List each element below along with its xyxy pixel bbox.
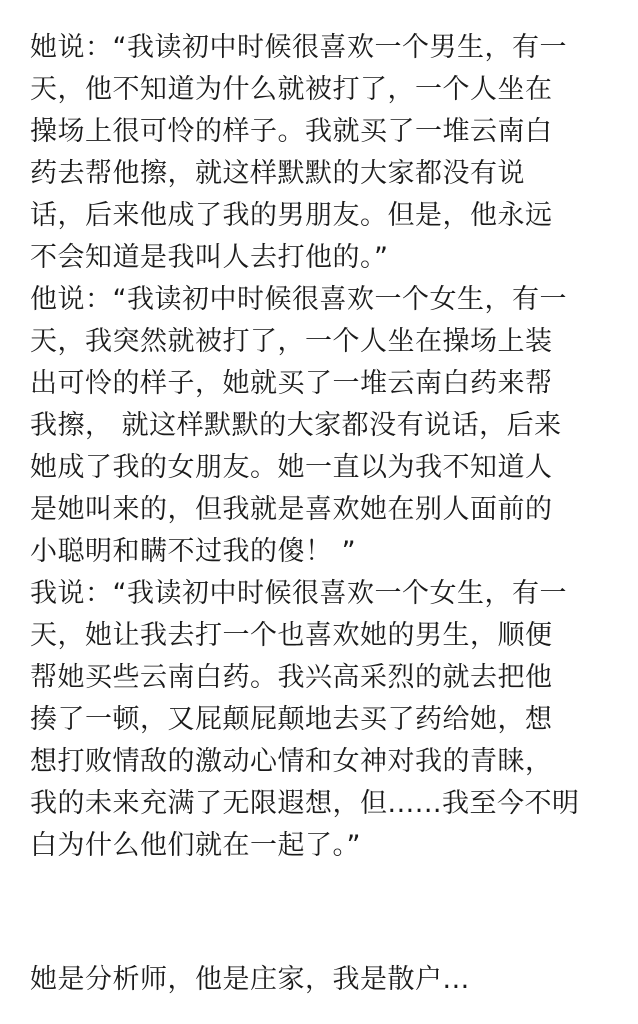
text-line: 操场上很可怜的样子。我就买了一堆云南白 [30, 116, 553, 147]
my-story-paragraph [30, 573, 620, 867]
text-line: 天，我突然就被打了，一个人坐在操场上装 [30, 326, 553, 357]
text-line: 他说：“我读初中时候很喜欢一个女生，有一 [30, 284, 567, 315]
text-line: 她成了我的女朋友。她一直以为我不知道人 [30, 452, 553, 483]
text-line: 我说：“我读初中时候很喜欢一个女生，有一 [30, 578, 567, 609]
text-line: 我的未来充满了无限遐想，但......我至今不明 [30, 788, 580, 819]
text-line: 出可怜的样子，她就买了一堆云南白药来帮 [30, 368, 553, 399]
text-line: 她是分析师，他是庄家，我是散户... [30, 964, 470, 995]
text-line: 帮她买些云南白药。我兴高采烈的就去把他 [30, 662, 553, 693]
text-line: 我擦， 就这样默默的大家都没有说话，后来 [30, 410, 562, 441]
text-line: 小聪明和瞒不过我的傻！ ” [30, 536, 357, 567]
text-line: 药去帮他擦，就这样默默的大家都没有说 [30, 158, 525, 189]
text-line: 是她叫来的，但我就是喜欢她在别人面前的 [30, 494, 553, 525]
text-line: 不会知道是我叫人去打他的。” [30, 242, 389, 273]
text-line: 天，他不知道为什么就被打了，一个人坐在 [30, 74, 553, 105]
text-line: 白为什么他们就在一起了。” [30, 830, 361, 861]
text-line: 想打败情敌的激动心情和女神对我的青睐， [30, 746, 553, 777]
text-line: 天，她让我去打一个也喜欢她的男生，顺便 [30, 620, 553, 651]
text-line: 她说：“我读初中时候很喜欢一个男生，有一 [30, 32, 567, 63]
text-line: 话，后来他成了我的男朋友。但是，他永远 [30, 200, 553, 231]
punchline-paragraph [30, 959, 620, 1001]
her-story-paragraph [30, 27, 620, 279]
text-line: 揍了一顿，又屁颠屁颠地去买了药给她，想 [30, 704, 553, 735]
his-story-paragraph [30, 279, 620, 573]
